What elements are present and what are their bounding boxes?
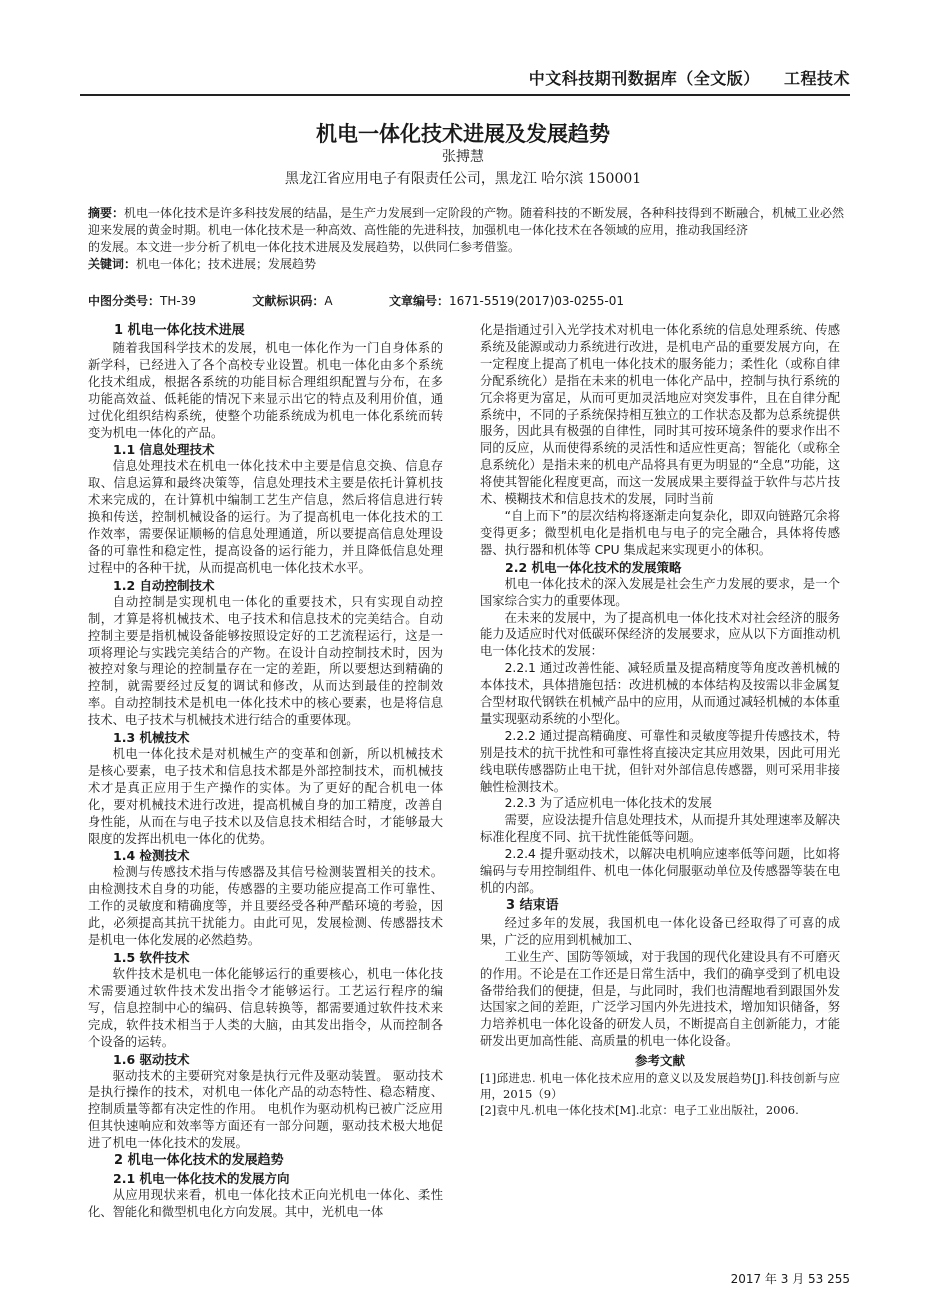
doc-code-value: A xyxy=(324,294,333,308)
abstract-block xyxy=(88,205,848,273)
reference-item: [1]邱进忠. 机电一体化技术应用的意义以及发展趋势[J].科技创新与应用，2015（9） xyxy=(480,1071,840,1102)
abstract xyxy=(88,205,848,239)
paragraph: 机电一体化技术的深入发展是社会生产力发展的要求，是一个国家综合实力的重要体现。 xyxy=(480,576,840,608)
keywords xyxy=(88,256,848,273)
keywords-text: 机电一体化；技术进展；发展趋势 xyxy=(136,257,317,271)
subsection-heading: 1.1 信息处理技术 xyxy=(113,442,215,458)
clc-label: 中图分类号： xyxy=(88,294,161,308)
subsection-heading: 1.4 检测技术 xyxy=(113,848,190,864)
paragraph: 2.2.2 通过提高精确度、可靠性和灵敏度等提升传感技术，特别是技术的抗干扰性和可靠性将直接决定其应用效果，因此可用光线电联传感器防止电干扰，但针对外部信息传感器，则可采用非接触性检测技术。 xyxy=(480,728,840,794)
paragraph: 随着我国科学技术的发展，机电一体化作为一门自身体系的新学科，已经进入了各个高校专业设置。机电一体化由多个系统化技术组成，根据各系统的功能目标合理组织配置与分布，在多功能高效益、低耗能的情况下来显示出它的特点及利用价值，通过优化组织结构系统，使整个功能系统成为机电一体化系统而转变为机电一体化的产品。 xyxy=(88,341,443,440)
paragraph: 2.2.1 通过改善性能、减轻质量及提高精度等角度改善机械的本体技术，具体措施包括：改进机械的本体结构及按需以非金属复合型材取代钢铁在机械产品中的应用，从而通过减轻机械的本体重量实现驱动系统的小型化。 xyxy=(480,661,840,726)
paragraph: 从应用现状来看，机电一体化技术正向光机电一体化、柔性化、智能化和微型机电化方向发展。其中，光机电一体 xyxy=(88,1188,443,1219)
paragraph: 2.2.4 提升驱动技术，以解决电机响应速率低等问题，比如将编码与专用控制组件、机电一体化伺服驱动单位及传感器等装在电机的内部。 xyxy=(480,847,840,895)
section-heading: 2 机电一体化技术的发展趋势 xyxy=(114,1153,284,1169)
subsection-heading: 2.1 机电一体化技术的发展方向 xyxy=(113,1171,290,1187)
paragraph: 软件技术是机电一体化能够运行的重要核心，机电一体化技术需要通过软件技术发出指令才能够运行。工艺运行程序的编写，信息控制中心的编码、信息转换等，都需要通过软件技术来完成，软件技术相当于人类的大脑，由其发出指令，从而控制各个设备的运转。 xyxy=(88,967,443,1049)
paragraph: 检测与传感技术指与传感器及其信号检测装置相关的技术。 由检测技术自身的功能，传感器的主要功能应提高工作可靠性、工作的灵敏度和精确度等，并且要经受各种严酷环境的考验，因此，必须提高其抗干扰能力。由此可见，发展检测、传感器技术是机电一体化发展的必然趋势。 xyxy=(88,865,443,948)
paragraph: “自上而下”的层次结构将逐渐走向复杂化，即双向链路冗余将变得更多；微型机电化是指机电与电子的完全融合，具体将传感器、执行器和机体等 CPU 集成起来实现更小的体积。 xyxy=(480,508,840,557)
paragraph: 自动控制是实现机电一体化的重要技术，只有实现自动控制，才算是将机械技术、电子技术和信息技术的完美结合。自动控制主要是指机械设备能够按照设定好的工艺流程运行，这是一项将理论与实践完美结合的产物。在设计自动控制技术时，因为被控对象与理论的控制量存在一定的差距，所以要想达到精确的控制，就需要经过反复的调试和修改，从而达到最佳的控制效率。自动控制技术是机电一体化技术中的核心要素，也是将信息技术、电子技术与机械技术进行结合的重要体现。 xyxy=(88,594,443,728)
right-column xyxy=(480,322,840,1118)
abstract-label: 摘要： xyxy=(88,206,125,220)
subsection-heading: 1.3 机械技术 xyxy=(113,730,190,746)
paragraph: 驱动技术的主要研究对象是执行元件及驱动装置。 驱动技术是执行操作的技术，对机电一体化产品的动态特性、稳态精度、控制质量等都有决定性的作用。 电机作为驱动机构已被广泛应用但其快速响应和效率等方面还有一部分问题，驱动技术极大地促进了机电一体化技术的发展。 xyxy=(88,1068,443,1151)
abstract-text: 机电一体化技术是许多科技发展的结晶，是生产力发展到一定阶段的产物。随着科技的不断发展，各种科技得到不断融合，机械工业必然迎来发展的黄金时期。机电一体化技术是一种高效、高性能的先进科技，加强机电一体化技术在各领域的应用，推动我国经济 xyxy=(88,206,845,237)
clc-value: TH-39 xyxy=(160,294,196,308)
keywords-label: 关键词： xyxy=(88,257,137,271)
paragraph: 2.2.3 为了适应机电一体化技术的发展 xyxy=(504,796,712,811)
paragraph: 机电一体化技术是对机械生产的变革和创新，所以机械技术是核心要素，电子技术和信息技术都是外部控制技术，而机械技术才是真正应用于生产操作的实体。为了更好的配合机电一体化，要对机械技术进行改进，提高机械自身的加工精度，改善自身性能，从而在与电子技术以及信息技术相结合时，才能够最大限度的发挥出机电一体化的优势。 xyxy=(88,747,443,846)
page-footer: 2017 年 3 月 53 255 xyxy=(730,1272,850,1286)
subsection-heading: 1.2 自动控制技术 xyxy=(113,577,215,593)
article-title: 机电一体化技术进展及发展趋势 xyxy=(316,122,610,146)
paragraph: 需要，应设法提升信息处理技术，从而提升其处理速率及解决标准化程度不同、抗干扰性能低等问题。 xyxy=(480,813,840,845)
classification-line xyxy=(88,292,848,309)
reference-item: [2]袁中凡.机电一体化技术[M].北京：电子工业出版社，2006. xyxy=(480,1103,799,1118)
paragraph: 在未来的发展中，为了提高机电一体化技术对社会经济的服务能力及适应时代对低碳环保经济的发展要求，应从以下方面推动机电一体化技术的发展： xyxy=(480,610,840,659)
subsection-heading: 1.5 软件技术 xyxy=(113,950,190,965)
author: 张搏慧 xyxy=(442,149,484,165)
journal-section: 工程技术 xyxy=(783,69,850,88)
article-id-label: 文章编号： xyxy=(388,294,449,308)
affiliation: 黑龙江省应用电子有限责任公司，黑龙江 哈尔滨 150001 xyxy=(284,171,642,187)
header-rule xyxy=(80,94,850,96)
journal-name: 中文科技期刊数据库（全文版） xyxy=(528,69,760,88)
paragraph: 信息处理技术在机电一体化技术中主要是信息交换、信息存取、信息运算和最终决策等，信息处理技术主要是依托计算机技术来完成的，在计算机中编制工艺生产信息，然后将信息进行转换和传送，控制机械设备的运行。为了提高机电一体化技术的工作效率，需要保证顺畅的信息处理通道，所以要提高信息处理设备的可靠性和稳定性，提高设备的运行能力，并且降低信息处理过程中的各种干扰，从而提高机电一体化技术水平。 xyxy=(88,459,443,575)
paragraph: 工业生产、国防等领域，对于我国的现代化建设具有不可磨灭的作用。不论是在工作还是日常生活中，我们的确享受到了机电设备带给我们的便捷，但是，与此同时，我们也清醒地看到跟国外发达国家之间的差距，广泛学习国内外先进技术，增加知识储备，努力培养机电一体化设备的研发人员，不断提高自主创新能力，才能研发出更加高性能、高质量的机电一体化设备。 xyxy=(480,949,840,1049)
section-heading: 1 机电一体化技术进展 xyxy=(114,323,245,338)
article-id-value: 1671-5519(2017)03-0255-01 xyxy=(448,294,625,308)
left-column xyxy=(88,322,443,1221)
section-heading: 3 结束语 xyxy=(506,897,559,913)
paragraph: 经过多年的发展，我国机电一体化设备已经取得了可喜的成果，广泛的应用到机械加工、 xyxy=(480,915,840,947)
doc-code-label: 文献标识码： xyxy=(252,294,325,308)
subsection-heading: 2.2 机电一体化技术的发展策略 xyxy=(505,559,682,575)
subsection-heading: 1.6 驱动技术 xyxy=(113,1051,190,1067)
references-heading: 参考文献 xyxy=(634,1053,685,1069)
paragraph: 化是指通过引入光学技术对机电一体化系统的信息处理系统、传感系统及能源或动力系统进行改进，是机电产品的重要发展方向，在一定程度上提高了机电一体化技术的服务能力；柔性化（或称自律分配系统化）是指在未来的机电一体化产品中，控制与执行系统的冗余将更为富足，从而可更加灵活地应对突发事件，且在自律分配系统中，不同的子系统保持相互独立的工作状态及都为总系统提供服务，因此具有极强的自律性，同时其可按环境条件的要求作出不同的反应，从而使得系统的灵活性和适应性更高；智能化（或称全息系统化）是指未来的机电产品将具有更为明显的“全息”功能，这将使其智能化程度更高，而这一发展成果主要得益于软件与芯片技术、模糊技术和信息技术的发展，同时当前 xyxy=(480,323,840,507)
journal-header xyxy=(80,66,850,92)
abstract-text-2: 的发展。本文进一步分析了机电一体化技术进展及发展趋势，以供同仁参考借鉴。 xyxy=(88,240,521,254)
